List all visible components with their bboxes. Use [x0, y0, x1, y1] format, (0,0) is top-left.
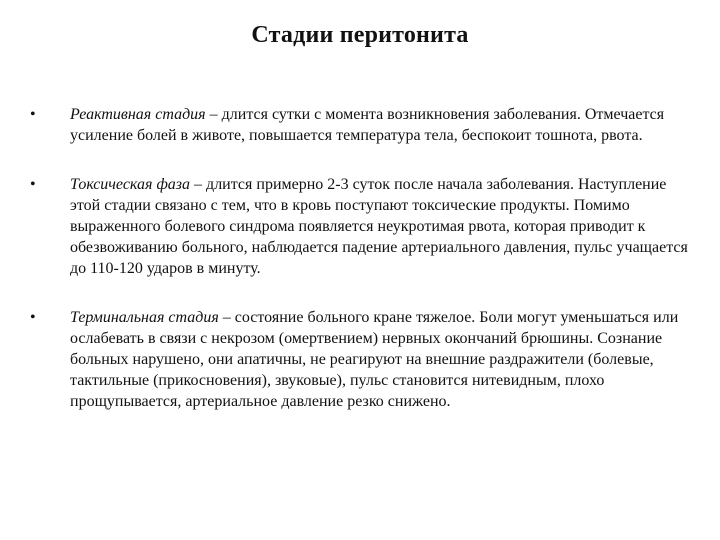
term-reactive-stage: Реактивная стадия [70, 106, 206, 123]
description-reactive-stage: – длится сутки с момента возникновения заболевания. Отмечается усиление болей в животе, повышается температура тела, беспокоит тошнота, рвота. [70, 106, 665, 144]
bullet-icon: • [30, 309, 36, 326]
description-toxic-phase: – длится примерно 2-3 суток после начала заболевания. Наступление этой стадии связано с тем, что в кровь поступают токсические продукты. Помимо выраженного болевого синдрома появляется неукротимая рвота, которая приводит к обезвоживанию больного, наблюдается падение артериального давления, пульс учащается до 110-120 ударов в минуту. [70, 176, 688, 277]
bullet-item-terminal-stage [30, 307, 690, 412]
slide-title: Стадии перитонита [251, 22, 469, 48]
bullet-item-reactive-stage [30, 104, 690, 146]
bullet-icon: • [30, 176, 36, 193]
bullet-item-toxic-phase [30, 174, 690, 279]
bullet-icon: • [30, 106, 36, 123]
bullet-list [30, 104, 690, 412]
term-toxic-phase: Токсическая фаза [70, 176, 191, 193]
description-terminal-stage: – состояние больного кране тяжелое. Боли могут уменьшаться или ослабевать в связи с некрозом (омертвением) нервных окончаний брюшины. Сознание больных нарушено, они апатичны, не реагируют на внешние раздражители (болевые, тактильные (прикосновения), звуковые), пульс становится нитевидным, плохо прощупывается, артериальное давление резко снижено. [70, 309, 679, 410]
term-terminal-stage: Терминальная стадия [70, 309, 219, 326]
